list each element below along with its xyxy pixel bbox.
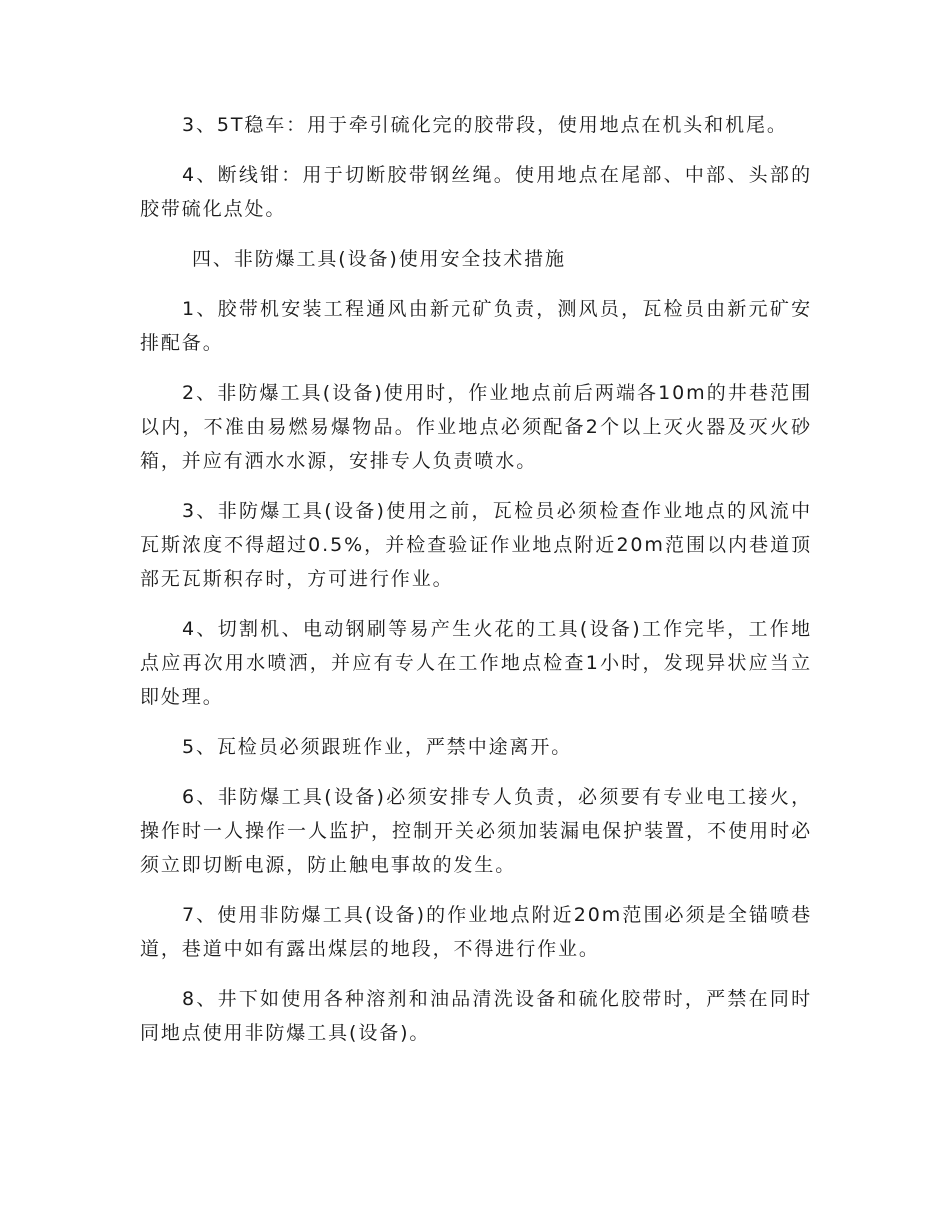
paragraph-measure-6: 6、非防爆工具(设备)必须安排专人负责，必须要有专业电工接火，操作时一人操作一人监护，控制开关必须加装漏电保护装置，不使用时必须立即切断电源，防止触电事故的发生。 xyxy=(140,786,812,876)
paragraph-wire-cutter: 4、断线钳：用于切断胶带钢丝绳。使用地点在尾部、中部、头部的胶带硫化点处。 xyxy=(140,164,812,220)
paragraph-measure-5: 5、瓦检员必须跟班作业，严禁中途离开。 xyxy=(182,736,573,758)
document-body xyxy=(140,108,812,1066)
paragraph-measure-4: 4、切割机、电动钢刷等易产生火花的工具(设备)工作完毕，工作地点应再次用水喷洒，并应有专人在工作地点检查1小时，发现异状应当立即处理。 xyxy=(140,618,812,708)
paragraph-stabilizer-winch: 3、5T稳车：用于牵引硫化完的胶带段，使用地点在机头和机尾。 xyxy=(182,114,788,136)
section-heading: 四、非防爆工具(设备)使用安全技术措施 xyxy=(192,248,566,270)
paragraph-measure-1: 1、胶带机安装工程通风由新元矿负责，测风员，瓦检员由新元矿安排配备。 xyxy=(140,298,812,354)
paragraph-measure-7: 7、使用非防爆工具(设备)的作业地点附近20m范围必须是全锚喷巷道，巷道中如有露出煤层的地段，不得进行作业。 xyxy=(140,904,812,960)
paragraph-measure-3: 3、非防爆工具(设备)使用之前，瓦检员必须检查作业地点的风流中瓦斯浓度不得超过0.5%，并检查验证作业地点附近20m范围以内巷道顶部无瓦斯积存时，方可进行作业。 xyxy=(140,500,812,590)
paragraph-measure-8: 8、井下如使用各种溶剂和油品清洗设备和硫化胶带时，严禁在同时同地点使用非防爆工具(设备)。 xyxy=(140,988,812,1044)
paragraph-measure-2: 2、非防爆工具(设备)使用时，作业地点前后两端各10m的井巷范围以内，不准由易燃易爆物品。作业地点必须配备2个以上灭火器及灭火砂箱，并应有洒水水源，安排专人负责喷水。 xyxy=(140,382,812,472)
